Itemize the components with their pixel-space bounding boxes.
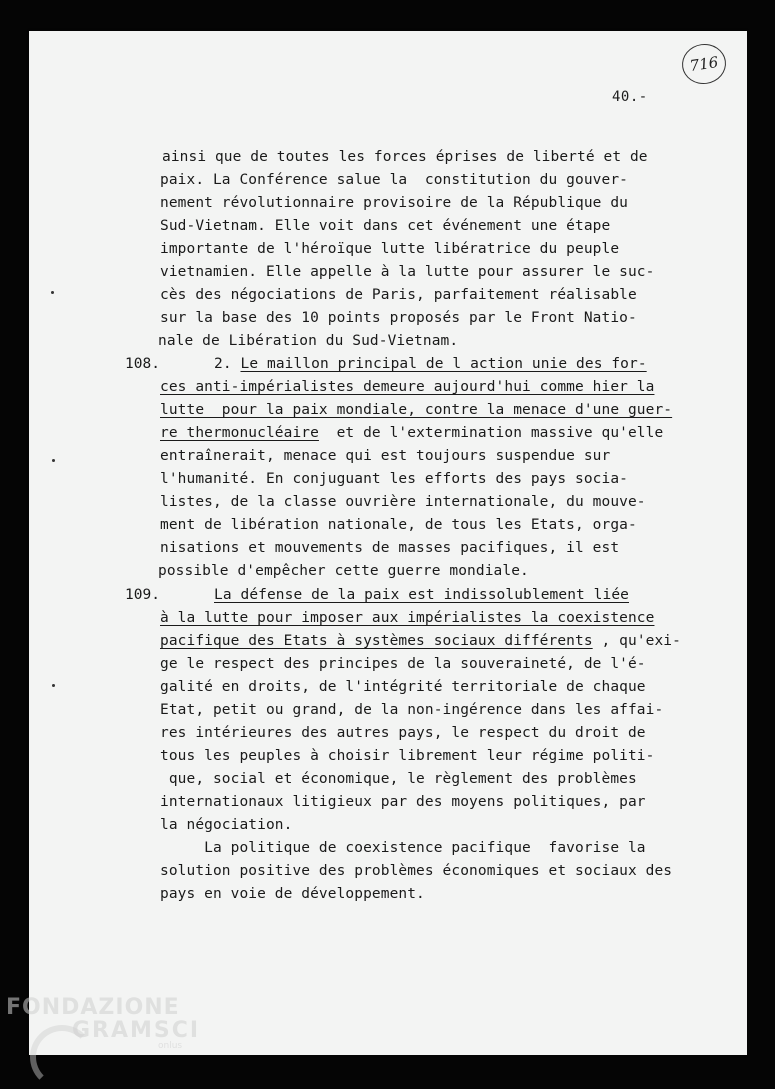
text-line	[160, 377, 654, 397]
page-number: 40.-	[612, 89, 648, 105]
underlined-text: ces anti-impérialistes demeure aujourd'hui comme hier la	[160, 379, 655, 395]
underlined-text: re thermonucléaire	[160, 425, 319, 441]
archive-number: 716	[688, 53, 720, 75]
text-line: listes, de la classe ouvrière internationale, du mouve-	[160, 494, 646, 510]
underlined-text: pacifique des Etats à systèmes sociaux différents	[160, 633, 593, 649]
text-line	[214, 354, 647, 374]
text-line: ainsi que de toutes les forces éprises de liberté et de	[162, 149, 648, 165]
text-line: res intérieures des autres pays, le respect du droit de	[160, 725, 646, 741]
text-line: La politique de coexistence pacifique favorise la	[160, 840, 646, 856]
text-line: Etat, petit ou grand, de la non-ingérence dans les affai-	[160, 702, 664, 718]
text-line: que, social et économique, le règlement des problèmes	[160, 771, 637, 787]
text-line	[160, 608, 654, 628]
text-line: sur la base des 10 points proposés par le Front Natio-	[160, 310, 637, 326]
underlined-text: lutte pour la paix mondiale, contre la menace d'une guer-	[160, 402, 673, 418]
plain-text: et de l'extermination massive qu'elle	[318, 425, 664, 441]
paragraph-number-108: 108.	[125, 356, 160, 372]
text-line: entraînerait, menace qui est toujours suspendue sur	[160, 448, 611, 464]
watermark	[6, 995, 200, 1051]
underlined-text: à la lutte pour imposer aux impérialistes la coexistence	[160, 610, 655, 626]
text-line: ge le respect des principes de la souveraineté, de l'é-	[160, 656, 646, 672]
underlined-text: Le maillon principal de l action unie des for-	[240, 356, 647, 372]
paragraph-number-109: 109.	[125, 587, 160, 603]
text-line: nement révolutionnaire provisoire de la République du	[160, 195, 628, 211]
text-line: possible d'empêcher cette guerre mondiale.	[158, 563, 529, 579]
text-line: importante de l'héroïque lutte libératrice du peuple	[160, 241, 620, 257]
text-line: paix. La Conférence salue la constitution du gouver-	[160, 172, 628, 188]
text-line: ment de libération nationale, de tous les Etats, orga-	[160, 517, 637, 533]
text-line	[160, 423, 663, 443]
text-line: nisations et mouvements de masses pacifiques, il est	[160, 540, 620, 556]
margin-dot	[51, 291, 54, 294]
text-line	[160, 400, 672, 420]
text-line	[214, 585, 629, 605]
watermark-line: GRAMSCI	[72, 1018, 201, 1043]
margin-dot	[52, 684, 55, 687]
text-line: internationaux litigieux par des moyens politiques, par	[160, 794, 646, 810]
text-line: solution positive des problèmes économiques et sociaux des	[160, 863, 673, 879]
watermark-line: FONDAZIONE	[6, 995, 180, 1020]
text-line: galité en droits, de l'intégrité territoriale de chaque	[160, 679, 646, 695]
margin-dot	[52, 459, 55, 462]
text-line: la négociation.	[160, 817, 293, 833]
text-line	[160, 631, 681, 651]
text-line: vietnamien. Elle appelle à la lutte pour assurer le suc-	[160, 264, 655, 280]
underlined-text: La défense de la paix est indissolublement liée	[214, 587, 629, 603]
text-line: l'humanité. En conjuguant les efforts des pays socia-	[160, 471, 628, 487]
text-line: tous les peuples à choisir librement leur régime politi-	[160, 748, 655, 764]
watermark-line: onlus	[158, 1041, 183, 1051]
text-line: Sud-Vietnam. Elle voit dans cet événement une étape	[160, 218, 611, 234]
text-line: cès des négociations de Paris, parfaitement réalisable	[160, 287, 637, 303]
plain-text: , qu'exi-	[592, 633, 681, 649]
text-line: nale de Libération du Sud-Vietnam.	[158, 333, 459, 349]
list-marker: 2.	[214, 356, 241, 372]
text-line: pays en voie de développement.	[160, 886, 425, 902]
